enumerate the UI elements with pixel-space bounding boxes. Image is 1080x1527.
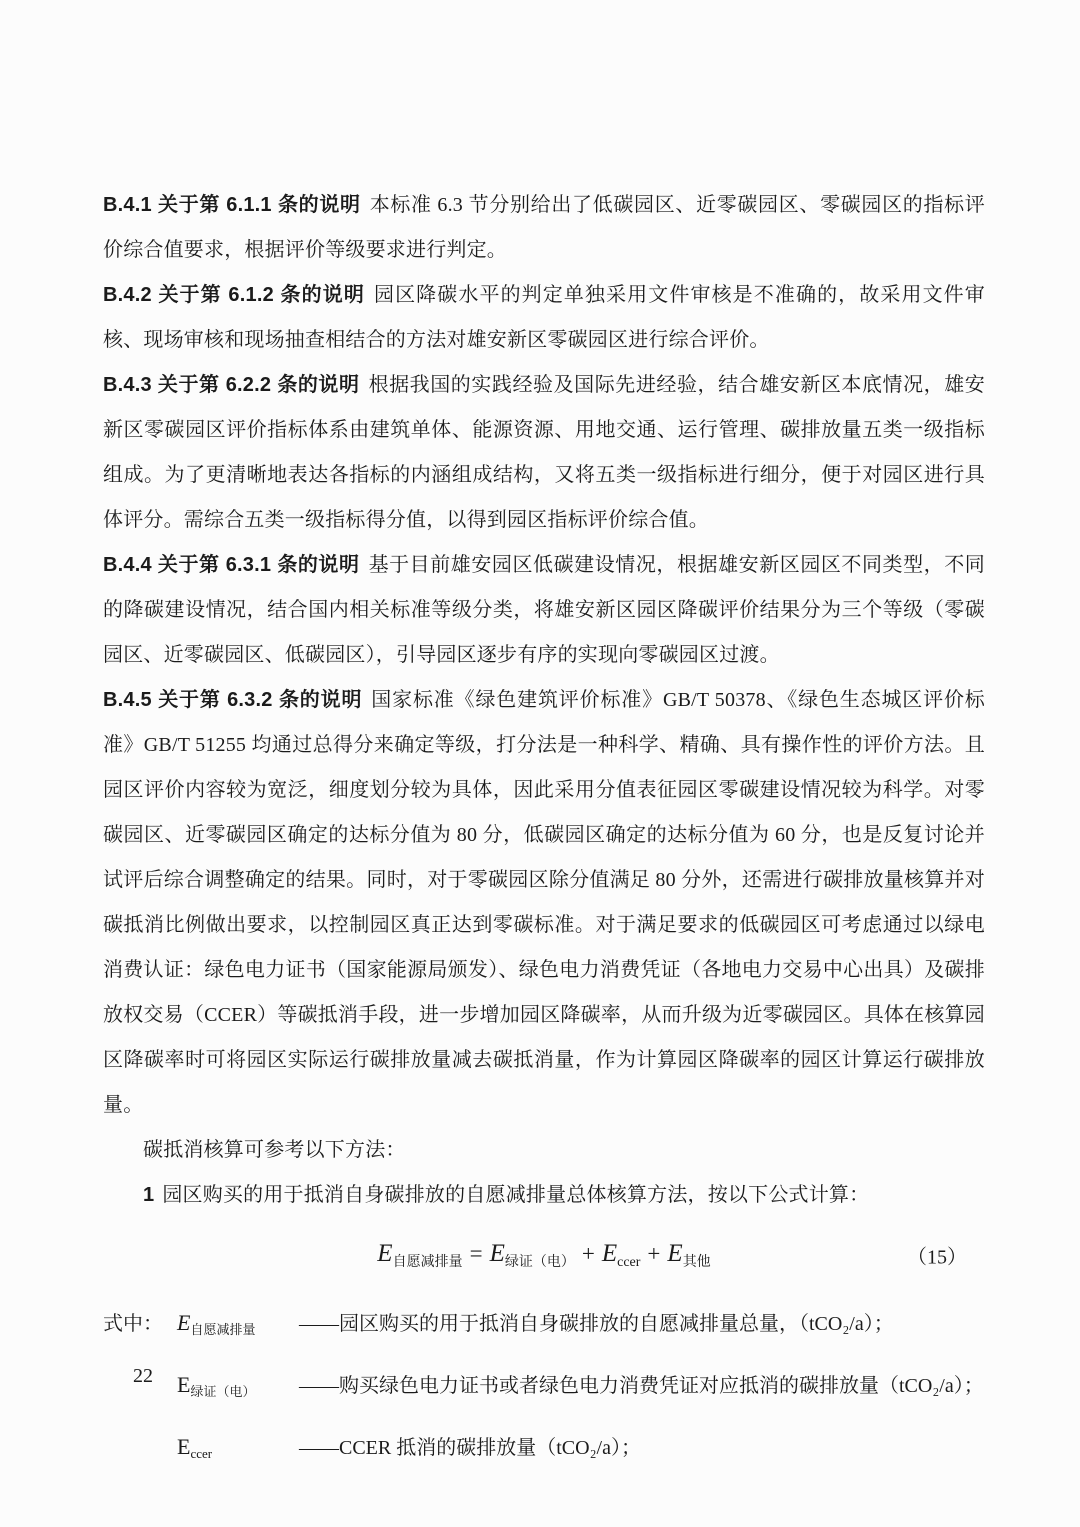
- symbol-voluntary-reduction-subscript: 自愿减排量: [190, 1321, 256, 1337]
- symbol-ccer: $E_{ccer}$: [177, 1433, 213, 1461]
- clause-b4-1-text: 本标准 6.3 节分别给出了低碳园区、近零碳园区、零碳园区的指标评价综合值要求，根据评价等级要求进行判定。: [103, 194, 985, 261]
- clause-b4-4-label: B.4.4 关于第 6.3.1 条的说明: [103, 554, 360, 576]
- equation-term-green-cert-subscript: 绿证（电）: [504, 1254, 575, 1270]
- where-row-ccer: [103, 1424, 985, 1476]
- dash: ——: [299, 1374, 339, 1397]
- symbol-voluntary-reduction: $E_{自愿减排量}$: [177, 1310, 256, 1337]
- method-item-1: [103, 1173, 985, 1218]
- plus-sign-1: +: [581, 1240, 595, 1266]
- clause-b4-3: [103, 363, 985, 543]
- clause-b4-1-label: B.4.1 关于第 6.1.1 条的说明: [103, 194, 361, 216]
- symbol-green-cert-subscript: 绿证（电）: [190, 1383, 256, 1399]
- method-item-1-number: 1: [143, 1184, 155, 1206]
- page-content: [103, 183, 985, 1486]
- clause-b4-4: [103, 543, 985, 678]
- clause-b4-1: [103, 183, 985, 273]
- symbol-ccer-subscript: ccer: [190, 1445, 213, 1461]
- method-item-1-text: 园区购买的用于抵消自身碳排放的自愿减排量总体核算方法，按以下公式计算：: [162, 1184, 870, 1206]
- clause-b4-4-text: 基于目前雄安园区低碳建设情况，根据雄安新区园区不同类型，不同的降碳建设情况，结合国内相关标准等级分类，将雄安新区园区降碳评价结果分为三个等级（零碳园区、近零碳园区、低碳园区），引导园区逐步有序的实现向零碳园区过渡。: [103, 554, 985, 666]
- equation-term-green-cert: $E_{绿证(电)}$: [489, 1239, 575, 1270]
- clause-b4-5: [103, 678, 985, 1128]
- clause-b4-2-label: B.4.2 关于第 6.1.2 条的说明: [103, 284, 365, 306]
- symbol-voluntary-reduction-description: ——园区购买的用于抵消自身碳排放的自愿减排量总量，（tCO₂/a）；: [299, 1313, 894, 1335]
- where-definitions: [103, 1300, 985, 1476]
- equation-term-ccer-subscript: ccer: [617, 1254, 641, 1270]
- where-prefix: 式中：: [103, 1313, 163, 1335]
- equation-term-other: $E_{其他}$: [667, 1239, 711, 1270]
- clause-b4-3-text: 根据我国的实践经验及国际先进经验，结合雄安新区本底情况，雄安新区零碳园区评价指标体系由建筑单体、能源资源、用地交通、运行管理、碳排放量五类一级指标组成。为了更清晰地表达各指标的内涵组成结构，又将五类一级指标进行细分，便于对园区进行具体评分。需综合五类一级指标得分值，以得到园区指标评价综合值。: [103, 374, 985, 531]
- equation-lhs-subscript: 自愿减排量: [392, 1254, 463, 1270]
- dash: ——: [299, 1313, 339, 1335]
- where-row-voluntary-reduction: [103, 1300, 985, 1352]
- dash: ——: [299, 1436, 339, 1459]
- equation-15-row: [103, 1224, 985, 1286]
- equation-term-other-subscript: 其他: [682, 1254, 711, 1270]
- clause-b4-3-label: B.4.3 关于第 6.2.2 条的说明: [103, 374, 360, 396]
- symbol-green-cert-description: ——购买绿色电力证书或者绿色电力消费凭证对应抵消的碳排放量（tCO₂/a）；: [299, 1374, 984, 1397]
- symbol-ccer-description: ——CCER 抵消的碳排放量（tCO₂/a）；: [299, 1436, 641, 1459]
- clause-b4-5-label: B.4.5 关于第 6.3.2 条的说明: [103, 689, 363, 711]
- clause-b4-5-text: 国家标准《绿色建筑评价标准》GB/T 50378、《绿色生态城区评价标准》GB/T 51255 均通过总得分来确定等级，打分法是一种科学、精确、具有操作性的评价方法。且园区评价内容较为宽泛，细度划分较为具体，因此采用分值表征园区零碳建设情况较为科学。对零碳园区、近零碳园区确定的达标分值为 80 分，低碳园区确定的达标分值为 60 分，也是反复讨论并试评后综合调整确定的结果。同时，对于零碳园区除分值满足 80 分外，还需进行碳排放量核算并对碳抵消比例做出要求，以控制园区真正达到零碳标准。对于满足要求的低碳园区可考虑通过以绿电消费认证：绿色电力证书（国家能源局颁发）、绿色电力消费凭证（各地电力交易中心出具）及碳排放权交易（CCER）等碳抵消手段，进一步增加园区降碳率，从而升级为近零碳园区。具体在核算园区降碳率时可将园区实际运行碳排放量减去碳抵消量，作为计算园区降碳率的园区计算运行碳排放量。: [103, 689, 985, 1116]
- page-number: 22: [133, 1365, 153, 1387]
- clause-b4-2: [103, 273, 985, 363]
- equation-15: [377, 1240, 710, 1271]
- symbol-green-cert: $E_{绿证(电)}$: [177, 1371, 256, 1399]
- plus-sign-2: +: [647, 1240, 661, 1266]
- equation-term-ccer: $E_{ccer}$: [601, 1239, 641, 1270]
- equation-number: （15）: [907, 1246, 967, 1269]
- method-intro: 碳抵消核算可参考以下方法：: [143, 1139, 406, 1161]
- clause-b4-2-text: 园区降碳水平的判定单独采用文件审核是不准确的，故采用文件审核、现场审核和现场抽查相结合的方法对雄安新区零碳园区进行综合评价。: [103, 284, 985, 351]
- where-row-green-cert: [103, 1362, 985, 1414]
- equation-lhs: $E_{自愿减排量}$: [377, 1239, 463, 1270]
- equals-sign: =: [469, 1240, 483, 1266]
